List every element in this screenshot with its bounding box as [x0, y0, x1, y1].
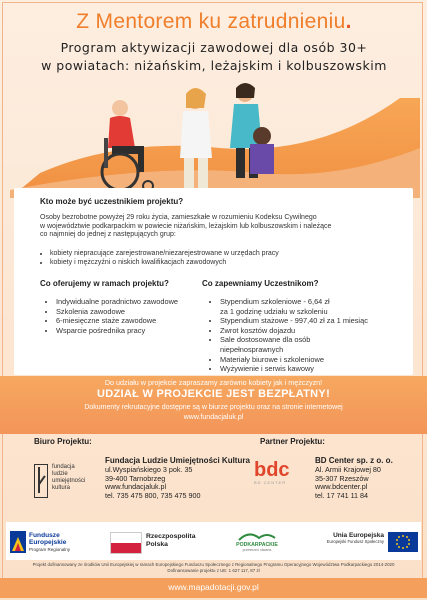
who-heading: Kto może być uczestnikiem projektu?: [40, 197, 184, 206]
list-item: • Stypendium szkoleniowe - 6,64 zł za 1 godzinę udziału w szkoleniu: [220, 297, 400, 316]
footer-website-link[interactable]: www.mapadotacji.gov.pl: [168, 582, 259, 592]
eu-flag-icon: [388, 532, 418, 552]
band-website-link[interactable]: www.fundacjaluk.pl: [183, 414, 244, 421]
poster-subtitle-line2: w powiatach: niżańskim, leżajskim i kolbuszowskim: [41, 58, 387, 73]
rp-logo: [110, 530, 210, 556]
bdc-logo-mark: bdc: [254, 459, 290, 481]
office-website-link[interactable]: www.fundacjaluk.pl: [105, 482, 167, 492]
list-item: • kobiety i mężczyźni o niskich kwalifikacjach zawodowych: [50, 259, 400, 268]
band-free-text: UDZIAŁ W PROJEKCIE JEST BEZPŁATNY!: [96, 388, 331, 400]
hero-illustration: [0, 78, 427, 198]
fe-logo-icon: [10, 531, 26, 553]
offer-bullet-list: [46, 297, 196, 335]
partner-website-link[interactable]: www.bdcenter.pl: [315, 482, 368, 492]
who-paragraph-line: w województwie podkarpackim w powiecie niżańskim, leżajskim lub kolbuszowskim i należące: [40, 222, 332, 230]
office-phone: tel. 735 475 800, 735 475 900: [105, 490, 201, 500]
list-item: • Szkolenia zawodowe: [56, 307, 196, 317]
partner-heading: Partner Projektu:: [260, 437, 325, 446]
band-invite-text: Do udziału w projekcie zapraszamy zarówno kobiety jak i mężczyzn!: [104, 378, 323, 387]
office-address: [105, 466, 201, 500]
funding-logos-strip: [6, 522, 421, 560]
who-paragraph: [40, 214, 390, 240]
poster-subtitle-line1: Program aktywizacji zawodowej dla osób 30+: [60, 40, 368, 55]
who-paragraph-line: co najmniej do jednej z następujących grup:: [40, 231, 176, 239]
list-item: • Materiały biurowe i szkoleniowe: [220, 355, 400, 365]
bdc-logo: [254, 460, 298, 490]
ue-logo-text: Unia Europejska Europejski Fundusz Społeczny: [326, 532, 384, 544]
list-item: • Wyżywienie i serwis kawowy: [220, 364, 400, 374]
podkarpackie-logo-title: PODKARPACKIE: [236, 542, 278, 548]
office-heading: Biuro Projektu:: [34, 437, 92, 446]
fluk-logo: [34, 462, 84, 502]
fine-print-line1: Projekt dofinansowany ze środków Unii Europejskiej w ramach Europejskiego Funduszu Społecznego z Regionalnego Programu Operacyjnego Województwa Podkarpackiego 2014-2020: [32, 562, 395, 567]
ue-logo: [318, 530, 418, 556]
partner-street: Al. Armii Krajowej 80: [315, 465, 381, 474]
fluk-logo-text: fundacja ludzie umiejętności kultura: [52, 464, 86, 491]
office-city: 39-400 Tarnobrzeg: [105, 473, 166, 483]
office-name: Fundacja Ludzie Umiejętności Kultura: [105, 456, 250, 465]
partner-address: [315, 466, 381, 500]
partner-phone: tel. 17 741 11 84: [315, 490, 369, 500]
fe-logo-title: Fundusze Europejskie: [29, 532, 67, 546]
offer-heading: Co oferujemy w ramach projektu?: [40, 279, 169, 288]
list-item: • Zwrot kosztów dojazdu: [220, 326, 400, 336]
who-paragraph-line: Osoby bezrobotne powyżej 29 roku życia, zamieszkałe w rozumieniu Kodeksu Cywilnego: [40, 214, 317, 221]
list-item: • Sale dostosowane dla osób niepełnosprawnych: [220, 335, 400, 354]
partner-name: BD Center sp. z o. o.: [315, 456, 393, 465]
partner-city: 35-307 Rzeszów: [315, 473, 369, 483]
provide-bullet-list: [210, 297, 400, 374]
podkarpackie-logo-sub: przestrzeń otwarta: [242, 548, 272, 552]
fine-print-line2: Dofinansowanie projektu z UE: 1 627 117, 87 zł: [167, 568, 260, 573]
who-bullet-list: [40, 250, 400, 267]
list-item: • Stypendium stażowe - 997,40 zł za 1 miesiąc: [220, 316, 400, 326]
poster-title: Z Mentorem ku zatrudnieniu.: [76, 10, 352, 33]
pl-flag-icon: [110, 532, 142, 554]
rp-logo-text: Rzeczpospolita Polska: [146, 533, 196, 548]
list-item: • kobiety niepracujące zarejestrowane/niezarejestrowane w urzędach pracy: [50, 250, 400, 259]
stylist-figure: [230, 83, 274, 178]
fe-logo-sub: Program Regionalny: [29, 547, 71, 552]
provide-heading: Co zapewniamy Uczestnikom?: [202, 279, 319, 288]
list-item: • Indywidualne poradnictwo zawodowe: [56, 297, 196, 307]
fe-logo: [10, 530, 90, 556]
podkarpackie-logo-icon: [237, 530, 277, 542]
list-item: • 6-miesięczne staże zawodowe: [56, 316, 196, 326]
office-street: ul.Wyspiańskiego 3 pok. 35: [105, 465, 193, 474]
list-item: • Wsparcie pośrednika pracy: [56, 326, 196, 336]
band-docs-text: Dokumenty rekrutacyjne dostępne są w biurze projektu oraz na stronie internetowej: [84, 404, 343, 411]
fluk-logo-mark: [34, 464, 48, 498]
podkarpackie-logo: [222, 530, 292, 556]
bdc-logo-sub: BD CENTER: [254, 480, 287, 485]
